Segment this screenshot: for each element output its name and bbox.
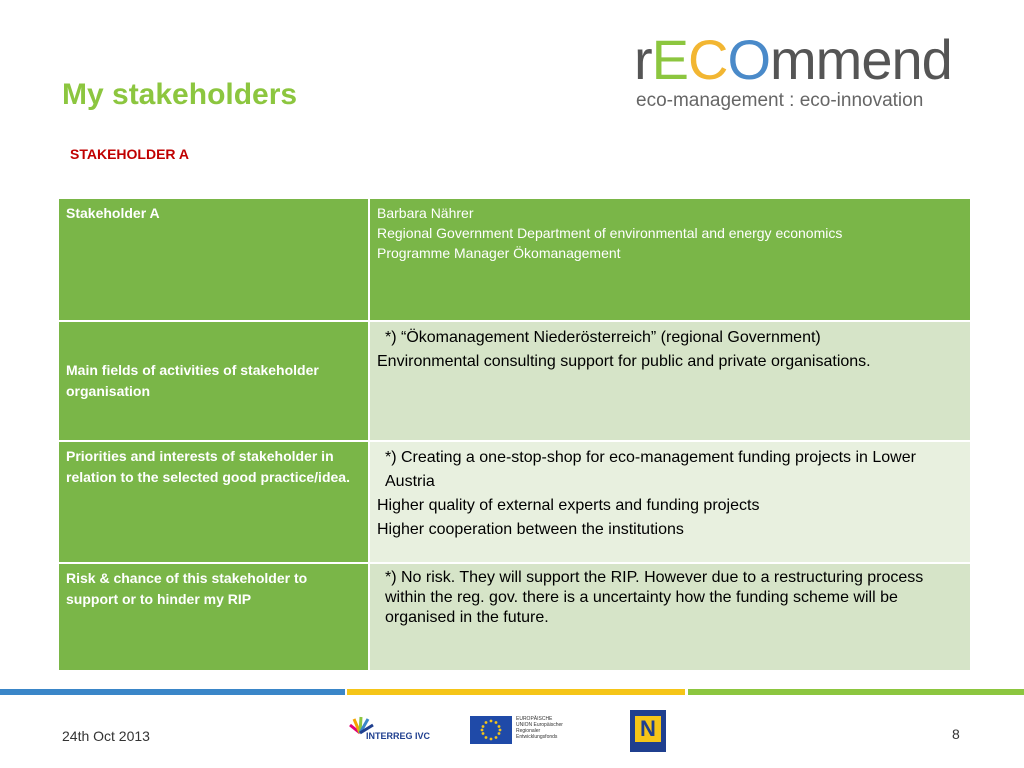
footer-bar-yellow (347, 689, 685, 695)
stakeholder-subtitle: STAKEHOLDER A (70, 146, 189, 162)
value-line: Higher quality of external experts and funding projects (377, 497, 760, 514)
logo-letters-rest: mmend (770, 28, 952, 91)
recommend-logo (630, 26, 980, 116)
value-line: *) No risk. They will support the RIP. However due to a restructuring process within the reg. gov. there is a uncertainty how the funding scheme will be organised in the future. (385, 569, 924, 626)
row-value (369, 198, 971, 321)
logo-letter-r: r (634, 28, 652, 91)
table-row (58, 321, 971, 441)
footer-bar-blue (0, 689, 345, 695)
footer-bar-green (688, 689, 1024, 695)
row-value (369, 563, 971, 671)
value-line: Higher cooperation between the institutions (377, 521, 684, 538)
row-label: Main fields of activities of stakeholder organisation (58, 321, 369, 441)
eu-fund-text: EUROPÄISCHE UNION Europäischer Regionaler Entwicklungsfonds (516, 716, 563, 740)
value-line: Environmental consulting support for public and private organisations. (377, 353, 871, 370)
logo-letter-e: E (651, 28, 689, 91)
interreg-logo (346, 713, 430, 747)
value-line: *) “Ökomanagement Niederösterreich” (regional Government) (385, 329, 821, 346)
lower-austria-logo (630, 710, 666, 752)
logo-tagline: eco-management : eco-innovation (636, 90, 924, 111)
interreg-burst-icon (346, 713, 430, 747)
value-line: Programme Manager Ökomanagement (377, 245, 621, 261)
table-row (58, 198, 971, 321)
stakeholder-table (57, 197, 972, 672)
table-row (58, 441, 971, 563)
value-line: Barbara Nährer (377, 205, 474, 221)
noe-letter: N (635, 716, 661, 742)
row-label: Priorities and interests of stakeholder in relation to the selected good practice/idea. (58, 441, 369, 563)
logo-wordmark (634, 28, 952, 92)
logo-letter-o: O (727, 28, 771, 91)
page-number: 8 (952, 726, 960, 742)
interreg-label: INTERREG IVC (366, 731, 431, 741)
row-label: Stakeholder A (58, 198, 369, 321)
row-label: Risk & chance of this stakeholder to support or to hinder my RIP (58, 563, 369, 671)
footer-date: 24th Oct 2013 (62, 728, 150, 744)
row-value (369, 321, 971, 441)
logo-letter-c: C (688, 28, 728, 91)
row-value (369, 441, 971, 563)
value-line: *) Creating a one-stop-shop for eco-management funding projects in Lower Austria (385, 449, 916, 490)
slide-title: My stakeholders (62, 78, 298, 111)
table-row (58, 563, 971, 671)
value-line: Regional Government Department of environmental and energy economics (377, 225, 843, 241)
eu-flag-icon (470, 716, 512, 744)
